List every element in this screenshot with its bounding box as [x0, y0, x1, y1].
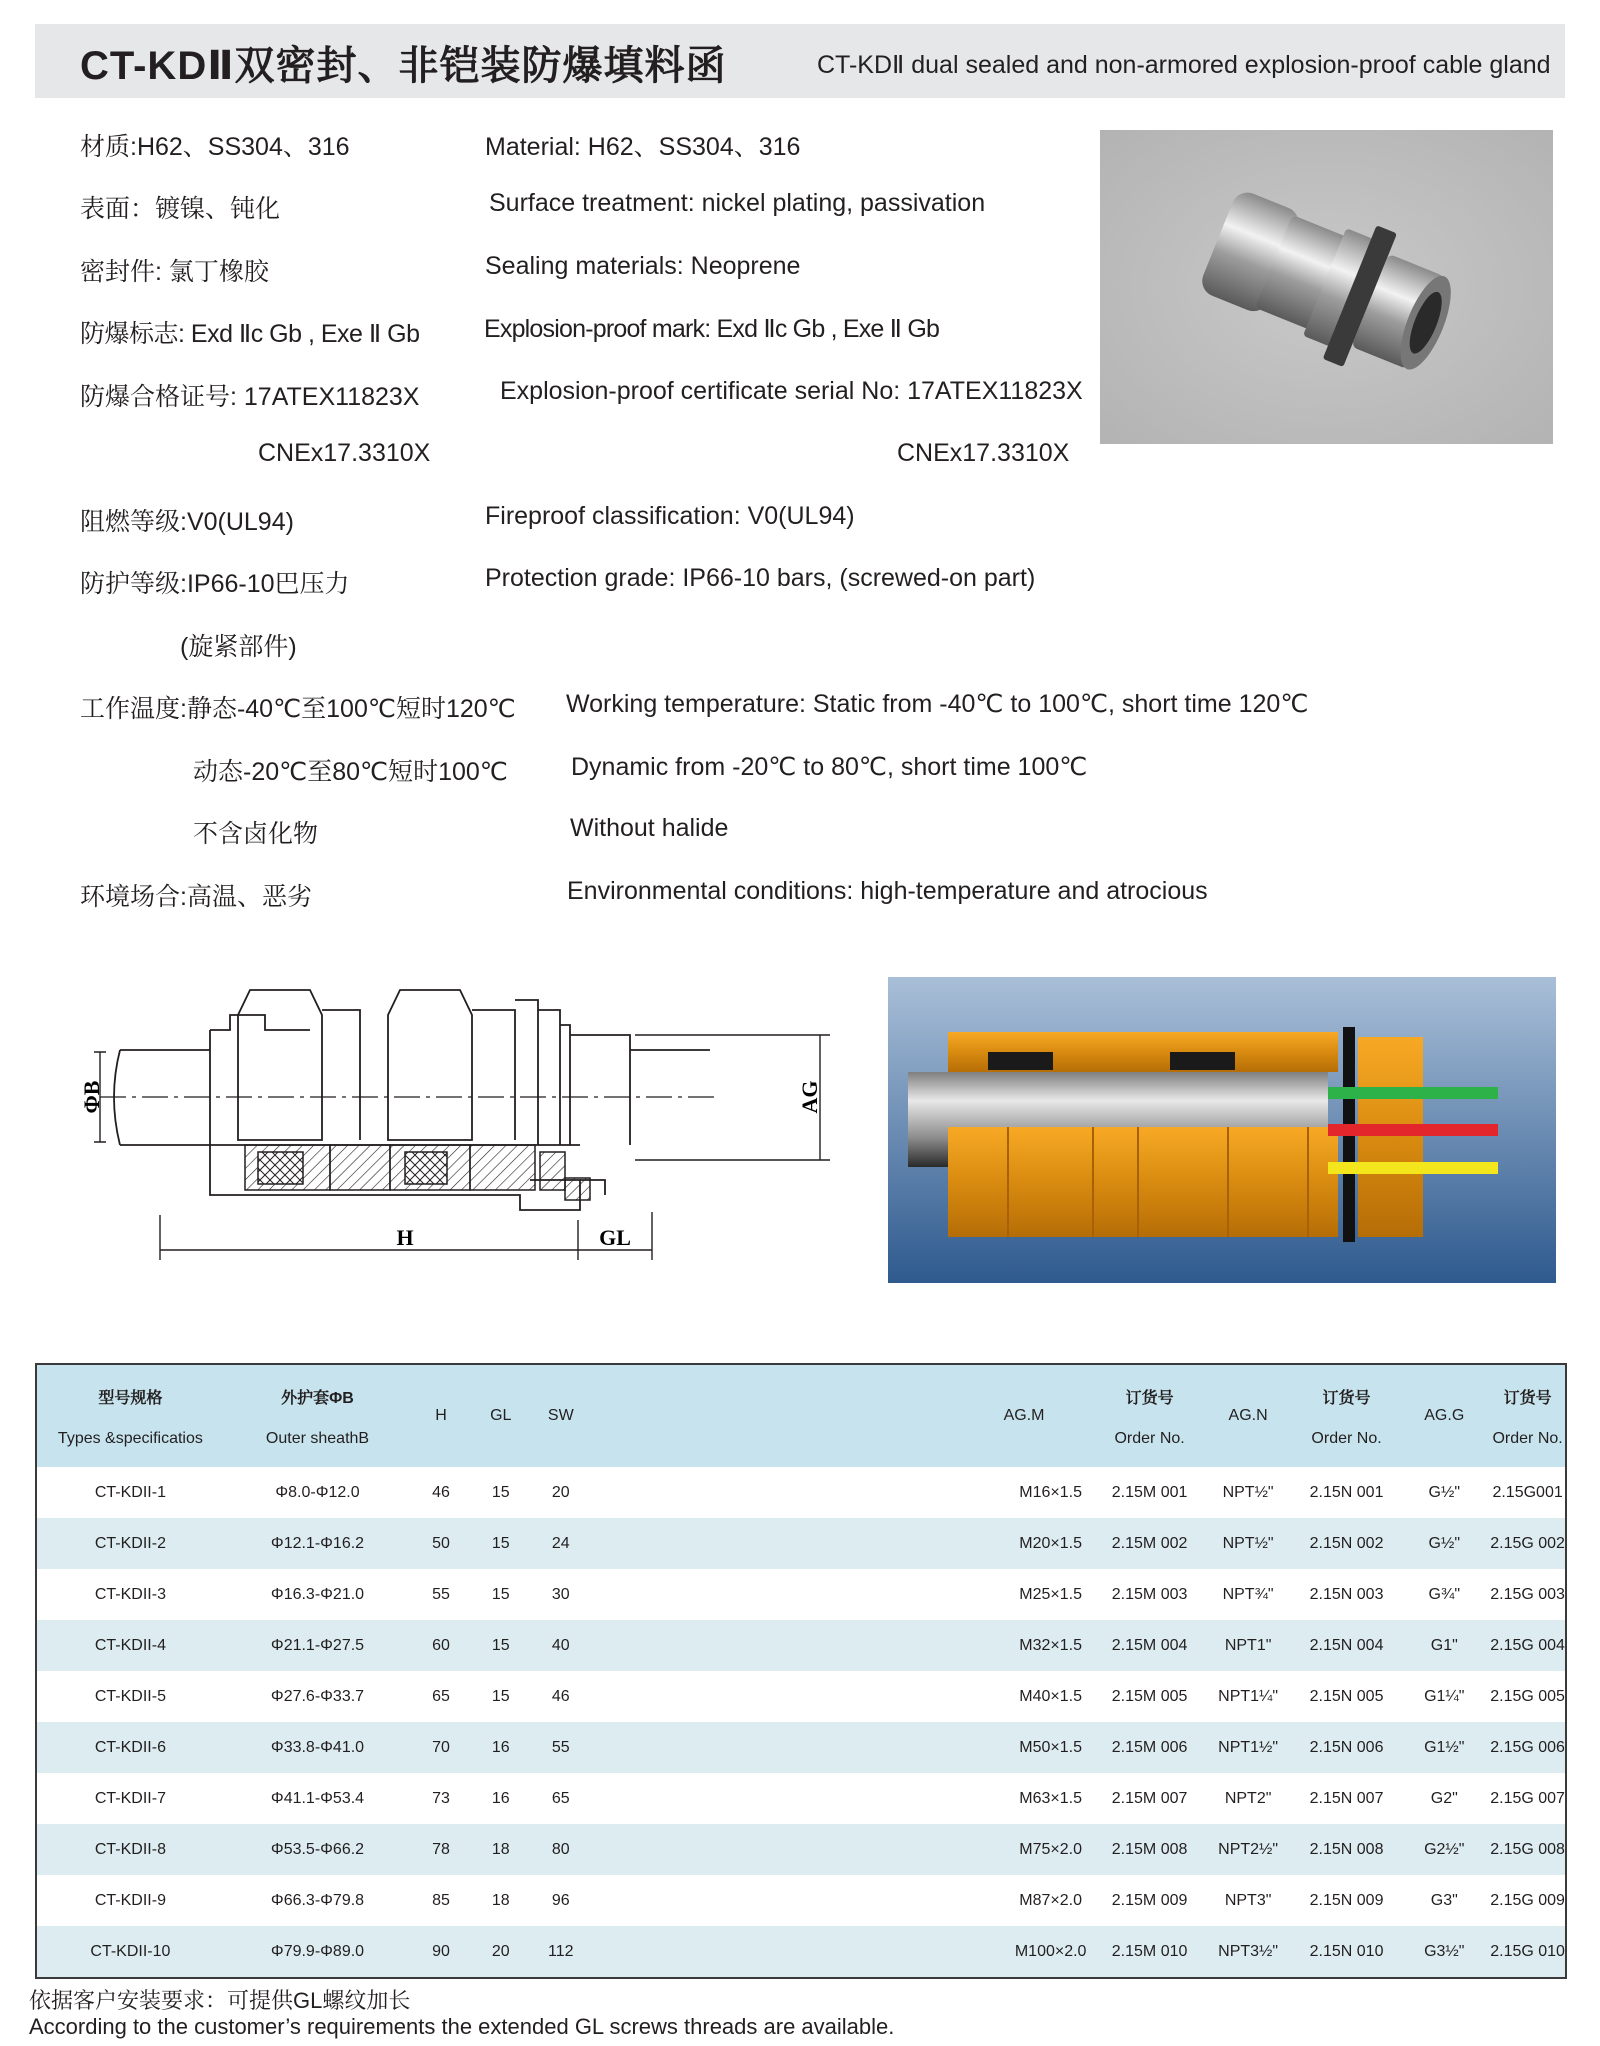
- cell-gl: 15: [471, 1620, 531, 1671]
- cell-order-n: 2.15N 001: [1309, 1483, 1384, 1501]
- spec-temp-static-cn: 工作温度:静态-40℃至100℃短时120℃: [80, 695, 516, 723]
- cell-gl: 16: [471, 1722, 531, 1773]
- cell-agg: G½": [1398, 1518, 1490, 1569]
- cell-h: 55: [432, 1585, 450, 1603]
- cell-agm: M75×2.0: [1004, 1824, 1098, 1875]
- cell-h: 60: [411, 1620, 471, 1671]
- note-cn: 依据客户安装要求：可提供GL螺纹加长: [29, 1988, 411, 2013]
- cell-order-n: 2.15N 009: [1309, 1891, 1384, 1909]
- cell-agm: M50×1.5: [1004, 1722, 1098, 1773]
- cell-h: 70: [411, 1722, 471, 1773]
- cell-order-m: 2.15M 001: [1111, 1483, 1188, 1501]
- spec-material-en: Material: H62、SS304、316: [485, 133, 801, 161]
- cell-order-n: 2.15N 002: [1295, 1518, 1399, 1569]
- cell-order-n: 2.15N 010: [1295, 1926, 1399, 1978]
- header-agm: AG.M: [1004, 1364, 1098, 1467]
- spec-temp-dynamic-en: Dynamic from -20℃ to 80℃, short time 100℃: [571, 753, 1088, 781]
- spec-sealing-en: Sealing materials: Neoprene: [485, 252, 801, 280]
- cell-agm: M100×2.0: [1004, 1926, 1098, 1978]
- cell-agn: NPT2": [1224, 1789, 1272, 1807]
- cell-order-g: 2.15G 007: [1490, 1789, 1565, 1807]
- spec-environment-en: Environmental conditions: high-temperature and atrocious: [567, 877, 1208, 905]
- cell-sw: 24: [531, 1518, 591, 1569]
- page-title: CT-KDⅡ双密封、非铠装防爆填料函: [80, 44, 727, 88]
- cell-sw: 20: [551, 1483, 570, 1501]
- spec-protection-cn: 防护等级:IP66-10巴压力: [80, 570, 350, 598]
- cell-order-n: 2.15N 005: [1309, 1687, 1384, 1705]
- table-row: [36, 1722, 1566, 1773]
- cell-sw: 55: [531, 1722, 591, 1773]
- cell-h: 90: [411, 1926, 471, 1978]
- cell-order-g: 2.15G 003: [1490, 1585, 1565, 1603]
- cell-type: CT-KDII-6: [36, 1722, 224, 1773]
- cell-order-n: 2.15N 003: [1309, 1585, 1384, 1603]
- cell-order-n: 2.15N 008: [1295, 1824, 1399, 1875]
- cell-agg: G1½": [1398, 1722, 1490, 1773]
- cell-order-m: 2.15M 004: [1098, 1620, 1202, 1671]
- header-h: H: [411, 1364, 471, 1467]
- cell-type: CT-KDII-9: [94, 1891, 166, 1909]
- table-row: [36, 1773, 1566, 1824]
- cell-order-g: 2.15G 005: [1490, 1687, 1565, 1705]
- cell-spacer: [591, 1467, 1004, 1518]
- cell-h: 78: [411, 1824, 471, 1875]
- technical-drawing: [60, 980, 850, 1280]
- cell-sheath: Φ16.3-Φ21.0: [270, 1585, 365, 1603]
- cell-agm: M32×1.5: [1004, 1620, 1098, 1671]
- table-row: [36, 1926, 1566, 1978]
- cell-agg: G3½": [1398, 1926, 1490, 1978]
- cell-gl: 18: [491, 1891, 510, 1909]
- cell-agm: M16×1.5: [1019, 1483, 1082, 1501]
- cell-type: CT-KDII-2: [36, 1518, 224, 1569]
- header-order-m: 订货号 Order No.: [1098, 1364, 1202, 1467]
- cell-order-g: 2.15G 006: [1490, 1722, 1566, 1773]
- spec-ex-mark-cn: 防爆标志: Exd Ⅱc Gb , Exe Ⅱ Gb: [80, 320, 420, 348]
- table-row: [36, 1875, 1566, 1926]
- header-order-n: 订货号 Order No.: [1295, 1364, 1399, 1467]
- cell-sheath: Φ8.0-Φ12.0: [275, 1483, 360, 1501]
- spec-cnex-cn: CNEx17.3310X: [258, 439, 431, 467]
- cell-order-m: 2.15M 005: [1111, 1687, 1188, 1705]
- cell-agn: NPT2½": [1201, 1824, 1294, 1875]
- drawing-label-ag: AG: [797, 1080, 822, 1114]
- cell-spacer: [591, 1722, 1004, 1773]
- cell-type: CT-KDII-5: [94, 1687, 166, 1705]
- cell-type: CT-KDII-8: [36, 1824, 224, 1875]
- cell-sheath: Φ53.5-Φ66.2: [224, 1824, 411, 1875]
- cell-order-n: 2.15N 007: [1309, 1789, 1384, 1807]
- cell-order-n: 2.15N 006: [1295, 1722, 1399, 1773]
- cell-sheath: Φ33.8-Φ41.0: [224, 1722, 411, 1773]
- note-en: According to the customer’s requirements the extended GL screws threads are available.: [29, 2014, 895, 2039]
- cell-sheath: Φ21.1-Φ27.5: [224, 1620, 411, 1671]
- cell-gl: 15: [491, 1585, 510, 1603]
- cell-order-m: 2.15M 009: [1111, 1891, 1188, 1909]
- table-row: [36, 1569, 1566, 1620]
- cell-agn: NPT½": [1201, 1518, 1294, 1569]
- cell-sw: 30: [551, 1585, 570, 1603]
- cell-type: CT-KDII-3: [94, 1585, 166, 1603]
- spec-temp-dynamic-cn: 动态-20℃至80℃短时100℃: [193, 758, 508, 786]
- cell-gl: 16: [491, 1789, 510, 1807]
- table-row: [36, 1824, 1566, 1875]
- cell-agg: G3": [1430, 1891, 1458, 1909]
- cell-type: CT-KDII-7: [94, 1789, 166, 1807]
- header-gl: GL: [471, 1364, 531, 1467]
- spec-halide-en: Without halide: [570, 814, 729, 842]
- spec-environment-cn: 环境场合:高温、恶劣: [80, 883, 312, 911]
- cell-gl: 15: [471, 1518, 531, 1569]
- cell-sw: 80: [531, 1824, 591, 1875]
- cell-agn: NPT¾": [1222, 1585, 1274, 1603]
- cell-agg: G½": [1428, 1483, 1460, 1501]
- cell-order-n: 2.15N 004: [1295, 1620, 1399, 1671]
- spec-surface-en: Surface treatment: nickel plating, passivation: [489, 189, 986, 217]
- cell-spacer: [591, 1620, 1004, 1671]
- cell-spacer: [591, 1875, 1004, 1926]
- spec-fireproof-en: Fireproof classification: V0(UL94): [485, 502, 855, 530]
- cell-gl: 15: [491, 1687, 510, 1705]
- cell-sheath: Φ79.9-Φ89.0: [224, 1926, 411, 1978]
- table-row: [36, 1671, 1566, 1722]
- cell-h: 85: [432, 1891, 450, 1909]
- cell-order-m: 2.15M 002: [1098, 1518, 1202, 1569]
- spec-table: [35, 1363, 1567, 1979]
- cell-order-g: 2.15G 010: [1490, 1926, 1566, 1978]
- header-sw: SW: [531, 1364, 591, 1467]
- cell-h: 50: [411, 1518, 471, 1569]
- table-row: [36, 1467, 1566, 1518]
- cell-h: 65: [432, 1687, 450, 1705]
- cell-gl: 15: [491, 1483, 510, 1501]
- cell-order-m: 2.15M 006: [1098, 1722, 1202, 1773]
- cell-agg: G2½": [1398, 1824, 1490, 1875]
- cell-spacer: [591, 1773, 1004, 1824]
- cell-sheath: Φ66.3-Φ79.8: [270, 1891, 365, 1909]
- cell-order-m: 2.15M 007: [1111, 1789, 1188, 1807]
- cell-h: 46: [432, 1483, 450, 1501]
- cell-order-g: 2.15G 009: [1490, 1891, 1565, 1909]
- header-agg: AG.G: [1398, 1364, 1490, 1467]
- table-header-row: [36, 1364, 1566, 1467]
- cell-order-g: 2.15G 004: [1490, 1620, 1566, 1671]
- cell-sw: 46: [551, 1687, 570, 1705]
- cell-order-m: 2.15M 010: [1098, 1926, 1202, 1978]
- cell-agn: NPT3½": [1201, 1926, 1294, 1978]
- table-row: [36, 1620, 1566, 1671]
- cell-spacer: [591, 1926, 1004, 1978]
- cell-agg: G¾": [1428, 1585, 1460, 1603]
- spec-surface-cn: 表面：镀镍、钝化: [80, 195, 281, 223]
- spec-protection-note-cn: (旋紧部件): [180, 633, 297, 661]
- cell-order-g: 2.15G 008: [1490, 1824, 1566, 1875]
- spec-fireproof-cn: 阻燃等级:V0(UL94): [80, 508, 294, 536]
- cell-order-m: 2.15M 003: [1111, 1585, 1188, 1603]
- cell-h: 73: [432, 1789, 450, 1807]
- cell-type: CT-KDII-10: [36, 1926, 224, 1978]
- cell-spacer: [591, 1518, 1004, 1569]
- cell-agm: M20×1.5: [1004, 1518, 1098, 1569]
- cell-agn: NPT1½": [1201, 1722, 1294, 1773]
- cell-agg: G1": [1398, 1620, 1490, 1671]
- product-photo: [1100, 130, 1553, 444]
- cell-sheath: Φ41.1-Φ53.4: [270, 1789, 365, 1807]
- spec-protection-en: Protection grade: IP66-10 bars, (screwed-on part): [485, 564, 1036, 592]
- cell-sw: 112: [531, 1926, 591, 1978]
- cell-agm: M87×2.0: [1019, 1891, 1082, 1909]
- drawing-label-h: H: [396, 1225, 414, 1250]
- cell-agn: NPT1": [1201, 1620, 1294, 1671]
- cell-agn: NPT3": [1224, 1891, 1272, 1909]
- cell-agm: M40×1.5: [1019, 1687, 1082, 1705]
- cell-sheath: Φ12.1-Φ16.2: [224, 1518, 411, 1569]
- drawing-label-phi-b: ΦB: [79, 1080, 104, 1114]
- spec-halide-cn: 不含卤化物: [193, 820, 319, 848]
- header-type: 型号规格 Types &specificatios: [36, 1364, 224, 1467]
- cell-agm: M25×1.5: [1019, 1585, 1082, 1603]
- cell-gl: 18: [471, 1824, 531, 1875]
- cutaway-illustration: [888, 977, 1556, 1283]
- cell-sheath: Φ27.6-Φ33.7: [270, 1687, 365, 1705]
- page-subtitle: CT-KDⅡ dual sealed and non-armored explosion-proof cable gland: [817, 51, 1551, 79]
- spec-sealing-cn: 密封件: 氯丁橡胶: [80, 258, 269, 286]
- spec-temp-static-en: Working temperature: Static from -40℃ to 100℃, short time 120℃: [566, 690, 1309, 718]
- header-spacer: [591, 1364, 1004, 1467]
- spec-material-cn: 材质:H62、SS304、316: [80, 133, 350, 161]
- cell-sw: 65: [551, 1789, 570, 1807]
- cell-order-g: 2.15G001: [1492, 1483, 1563, 1501]
- cell-agm: M63×1.5: [1019, 1789, 1082, 1807]
- cell-sw: 40: [531, 1620, 591, 1671]
- table-row: [36, 1518, 1566, 1569]
- cell-agg: G1¼": [1424, 1687, 1465, 1705]
- cell-spacer: [591, 1671, 1004, 1722]
- cell-agn: NPT½": [1222, 1483, 1274, 1501]
- cell-agg: G2": [1430, 1789, 1458, 1807]
- spec-certificate-cn: 防爆合格证号: 17ATEX11823X: [80, 383, 420, 411]
- cell-spacer: [591, 1824, 1004, 1875]
- header-agn: AG.N: [1201, 1364, 1294, 1467]
- cell-gl: 20: [471, 1926, 531, 1978]
- spec-cnex-en: CNEx17.3310X: [897, 439, 1070, 467]
- cell-order-g: 2.15G 002: [1490, 1518, 1566, 1569]
- cell-type: CT-KDII-1: [94, 1483, 166, 1501]
- cell-sw: 96: [551, 1891, 570, 1909]
- header-sheath: 外护套ΦB Outer sheathB: [224, 1364, 411, 1467]
- spec-certificate-en: Explosion-proof certificate serial No: 17ATEX11823X: [500, 377, 1083, 405]
- cell-agn: NPT1¼": [1218, 1687, 1279, 1705]
- spec-ex-mark-en: Explosion-proof mark: Exd Ⅱc Gb , Exe Ⅱ Gb: [484, 315, 940, 343]
- drawing-label-gl: GL: [599, 1225, 631, 1250]
- cell-order-m: 2.15M 008: [1098, 1824, 1202, 1875]
- header-order-g: 订货号 Order No.: [1490, 1364, 1566, 1467]
- cell-type: CT-KDII-4: [36, 1620, 224, 1671]
- cell-spacer: [591, 1569, 1004, 1620]
